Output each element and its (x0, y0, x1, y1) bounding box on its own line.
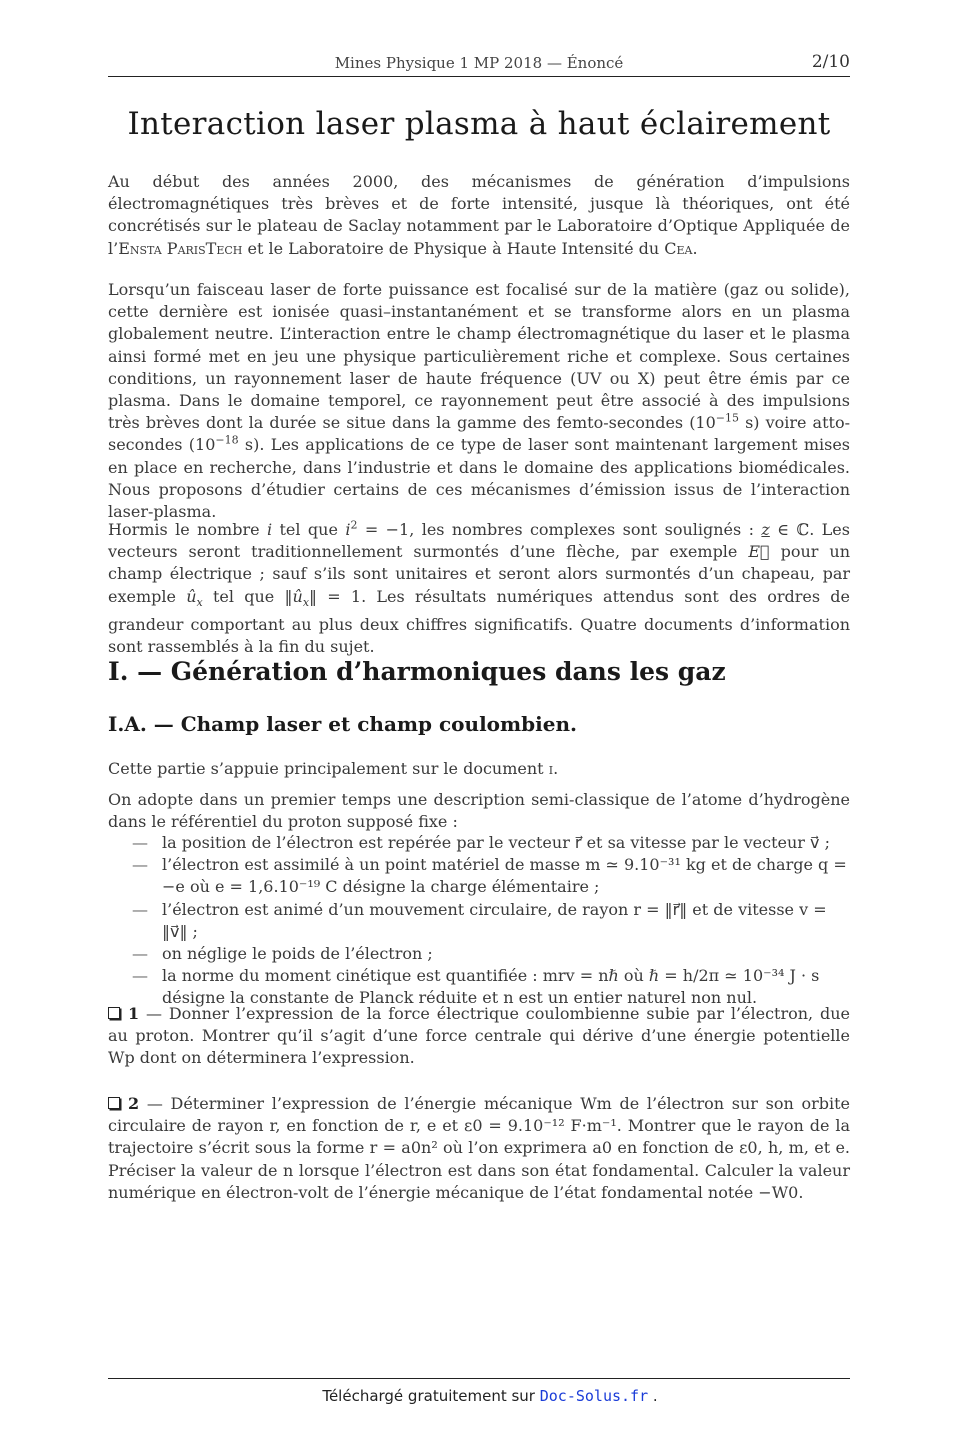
part-lead: On adopte dans un premier temps une description semi-classique de l’atome d’hydrogène dans le référentiel du proton supposé fixe : (108, 790, 850, 832)
question-number: 1 (128, 1004, 140, 1023)
list-item: — l’électron est assimilé à un point matériel de masse m ≃ 9.10⁻³¹ kg et de charge q = −e où e = 1,6.10⁻¹⁹ C désigne la charge élémentaire ; (132, 855, 847, 897)
list-item: — la position de l’électron est repérée par le vecteur r⃗ et sa vitesse par le vecteur v⃗ ; (132, 833, 830, 852)
page-header (108, 52, 850, 77)
list-item: — l’électron est animé d’un mouvement circulaire, de rayon r = ‖r⃗‖ et de vitesse v = ‖v⃗‖ ; (132, 899, 827, 941)
cea-name: Cea (664, 238, 693, 258)
question-text: — Déterminer l’expression de l’énergie mécanique Wm de l’électron sur son orbite circulaire de rayon r, en fonction de r, e et ε0 = 9.10⁻¹² F·m⁻¹. Montrer que le rayon de la trajectoire s’écrit sous la forme r = a0n² où l’on exprimera a0 en fonction de ε0, h, m, et e. Préciser la valeur de n lorsque l’électron est dans son état fondamental. Calculer la valeur numérique en électron-volt de l’énergie mécanique de l’état fondamental notée −W0. (108, 1094, 851, 1202)
footer-divider (108, 1378, 850, 1379)
subsection-heading: I.A. — Champ laser et champ coulombien. (108, 712, 577, 736)
question-1 (108, 1003, 850, 1070)
document-title: Interaction laser plasma à haut éclairement (127, 106, 831, 142)
list-item: — on néglige le poids de l’électron ; (132, 944, 433, 964)
page-number: 2/10 (811, 52, 850, 72)
part-intro: Cette partie s’appuie principalement sur le document i. (108, 759, 559, 778)
checkbox-icon (108, 1097, 120, 1109)
section-heading: I. — Génération d’harmoniques dans les gaz (108, 657, 726, 686)
checkbox-icon (108, 1007, 120, 1019)
question-2 (108, 1093, 850, 1204)
doc-solus-link[interactable]: Doc-Solus.fr (539, 1387, 649, 1405)
intro-paragraph-1: Au début des années 2000, des mécanismes de génération d’impulsions électromagnétiques très brèves et de forte intensité, jusque là théoriques, ont été concrétisés sur le plateau de Saclay notamment par le Laboratoire d’Optique Appliquée de l’Ensta ParisTech et le Laboratoire de Physique à Haute Intensité du Cea. (108, 172, 850, 258)
intro-paragraph-3: Hormis le nombre i tel que $i^2 = -1$, les nombres complexes sont soulignés : z ∈ ℂ. Les vecteurs seront traditionnellement surmontés d’une flèche, par exemple E⃗ pour un champ électrique ; sauf s’ils sont unitaires et seront alors surmontés d’un chapeau, par exemple $û_x$ tel que $‖û_x‖ = 1$. Les résultats numériques attendus sont des ordres de grandeur comportant au plus deux chiffres significatifs. Quatre documents d’information sont rassemblés à la fin du sujet. (108, 518, 851, 657)
header-title: Mines Physique 1 MP 2018 — Énoncé (334, 54, 624, 72)
ensta-name: Ensta ParisTech (118, 238, 243, 258)
question-text: — Donner l’expression de la force électrique coulombienne subie par l’électron, due au proton. Montrer qu’il s’agit d’une force centrale qui dérive d’une énergie potentielle Wp dont on déterminera l’expression. (108, 1004, 850, 1068)
footer: Téléchargé gratuitement sur Doc-Solus.fr . (322, 1387, 658, 1405)
hypotheses-list (132, 832, 850, 1010)
question-number: 2 (128, 1094, 140, 1113)
list-item: — la norme du moment cinétique est quantifiée : mrv = nℏ où ℏ = h/2π ≃ 10⁻³⁴ J · s désigne la constante de Planck réduite et n est un entier naturel non nul. (132, 966, 820, 1008)
intro-paragraph-2: Lorsqu’un faisceau laser de forte puissance est focalisé sur de la matière (gaz ou solide), cette dernière est ionisée quasi–instantanément et se transforme alors en un plasma globalement neutre. L’interaction entre le champ électromagnétique du laser et le plasma ainsi formé met en jeu une physique particulièrement riche et complexe. Sous certaines conditions, un rayonnement laser de haute fréquence (UV ou X) peut être émis par ce plasma. Dans le domaine temporel, ce rayonnement peut être associé à des impulsions très brèves dont la durée se situe dans la gamme des femto-secondes ($10^{-15}$ s) voire atto-secondes ($10^{-18}$ s). Les applications de ce type de laser sont maintenant largement mises en place en recherche, dans l’industrie et dans le domaine des applications biomédicales. Nous proposons d’étudier certains de ces mécanismes d’émission issus de l’interaction laser-plasma. (108, 280, 851, 522)
